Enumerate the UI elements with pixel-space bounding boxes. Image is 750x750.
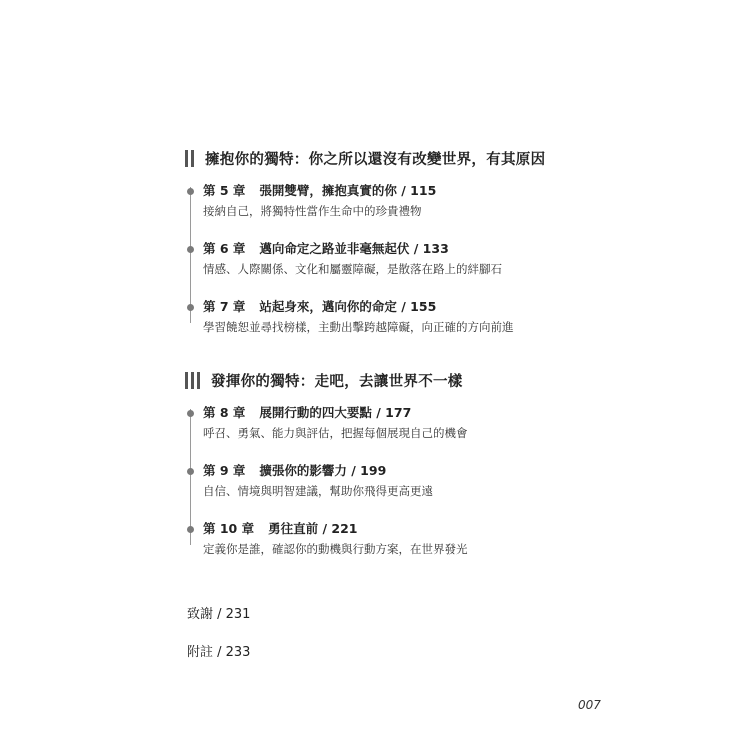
part-two-roman-numeral xyxy=(185,150,197,167)
bullet-dot-icon xyxy=(187,246,194,253)
chapter-number: 第 10 章 xyxy=(203,521,255,536)
part-two-title: 擁抱你的獨特：你之所以還沒有改變世界，有其原因 xyxy=(205,151,546,168)
part-two-section xyxy=(185,147,605,357)
chapter-heading xyxy=(203,183,605,199)
chapter-entry[interactable] xyxy=(188,405,605,463)
chapter-subtitle: 呼召、勇氣、能力與評估，把握每個展現自己的機會 xyxy=(203,426,468,440)
chapter-entry[interactable] xyxy=(188,299,605,357)
bullet-dot-icon xyxy=(187,188,194,195)
bullet-dot-icon xyxy=(187,468,194,475)
chapter-heading xyxy=(203,241,605,257)
chapter-subtitle: 學習饒恕並尋找榜樣，主動出擊跨越障礙，向正確的方向前進 xyxy=(203,320,514,334)
part-three-section xyxy=(185,369,605,579)
part-three-chapter-list xyxy=(188,405,605,579)
chapter-number: 第 5 章 xyxy=(203,183,246,198)
chapter-number: 第 6 章 xyxy=(203,241,246,256)
chapter-subtitle: 自信、情境與明智建議，幫助你飛得更高更遠 xyxy=(203,484,433,498)
part-two-heading xyxy=(185,147,605,169)
chapter-title: 擴張你的影響力 / 199 xyxy=(259,463,387,478)
bullet-dot-icon xyxy=(187,526,194,533)
notes-entry[interactable]: 附註 / 233 xyxy=(187,645,251,660)
chapter-heading xyxy=(203,463,605,479)
chapter-number: 第 7 章 xyxy=(203,299,246,314)
part-three-heading xyxy=(185,369,605,391)
chapter-title: 勇往直前 / 221 xyxy=(268,521,358,536)
part-three-roman-numeral xyxy=(185,372,203,389)
chapter-heading xyxy=(203,405,605,421)
chapter-title: 展開行動的四大要點 / 177 xyxy=(259,405,412,420)
part-three-title: 發揮你的獨特：走吧，去讓世界不一樣 xyxy=(211,373,463,390)
chapter-subtitle: 情感、人際關係、文化和屬靈障礙，是散落在路上的絆腳石 xyxy=(203,262,502,276)
page-number: 007 xyxy=(578,698,601,712)
bullet-dot-icon xyxy=(187,410,194,417)
acknowledgements-entry[interactable]: 致謝 / 231 xyxy=(187,607,251,622)
chapter-entry[interactable] xyxy=(188,463,605,521)
chapter-subtitle: 定義你是誰，確認你的動機與行動方案，在世界發光 xyxy=(203,542,468,556)
chapter-number: 第 9 章 xyxy=(203,463,246,478)
bullet-dot-icon xyxy=(187,304,194,311)
chapter-subtitle: 接納自己，將獨特性當作生命中的珍貴禮物 xyxy=(203,204,422,218)
chapter-entry[interactable] xyxy=(188,183,605,241)
chapter-entry[interactable] xyxy=(188,241,605,299)
chapter-title: 站起身來，邁向你的命定 / 155 xyxy=(259,299,437,314)
chapter-title: 張開雙臂，擁抱真實的你 / 115 xyxy=(259,183,437,198)
chapter-number: 第 8 章 xyxy=(203,405,246,420)
chapter-entry[interactable] xyxy=(188,521,605,579)
chapter-heading xyxy=(203,521,605,537)
chapter-heading xyxy=(203,299,605,315)
part-two-chapter-list xyxy=(188,183,605,357)
chapter-title: 邁向命定之路並非毫無起伏 / 133 xyxy=(259,241,449,256)
